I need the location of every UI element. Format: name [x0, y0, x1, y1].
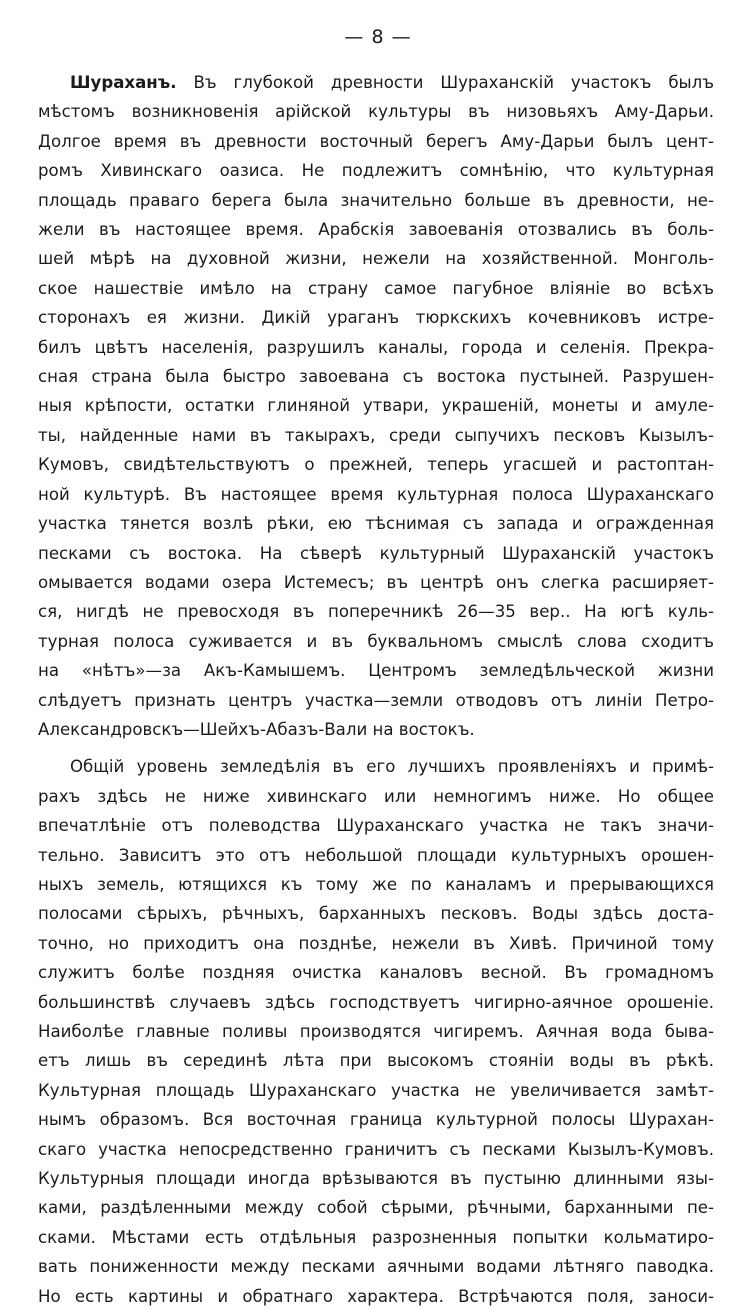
text-line: тельно. Зависитъ это отъ небольшой площади культурныхъ орошен- — [38, 845, 714, 865]
text-line: участка тянется возлѣ рѣки, ею тѣснимая съ запада и огражденная — [38, 514, 714, 534]
text-line: Общій уровень земледѣлія въ его лучшихъ проявленіяхъ и примѣ- — [70, 757, 714, 777]
section-heading: Шураханъ. — [70, 73, 177, 92]
text-line: Долгое время въ древности восточный берегъ Аму-Дарьи былъ цент- — [38, 131, 714, 151]
text-line: сная страна была быстро завоевана съ востока пустыней. Разрушен- — [38, 367, 714, 387]
text-line: сторонахъ ея жизни. Дикій ураганъ тюркскихъ кочевниковъ истре- — [38, 308, 714, 328]
text-line: Культурныя площади иногда врѣзываются въ пустыню длинными язы- — [38, 1169, 714, 1189]
text-line: Культурная площадь Шураханскаго участка не увеличивается замѣт- — [38, 1080, 714, 1100]
text-line: ское нашествіе имѣло на страну самое пагубное вліяніе во всѣхъ — [38, 278, 714, 298]
text-line: сками. Мѣстами есть отдѣльныя разрозненныя попытки кольматиро- — [38, 1227, 714, 1247]
text-line: мѣстомъ возникновенія арійской культуры въ низовьяхъ Аму-Дарьи. — [38, 102, 714, 122]
text-line: точно, но приходитъ она позднѣе, нежели въ Хивѣ. Причиной тому — [38, 933, 714, 953]
text-line: ками, раздѣленными между собой сѣрыми, рѣчными, барханными пе- — [38, 1198, 714, 1218]
text-line: ромъ Хивинскаго оазиса. Не подлежитъ сомнѣнію, что культурная — [38, 161, 714, 181]
text-line: Александровскъ—Шейхъ-Абазъ-Вали на востокъ. — [38, 719, 475, 739]
text-line: омывается водами озера Истемесъ; въ центрѣ онъ слегка расширяет- — [38, 572, 714, 592]
text-line: Шураханъ. Въ глубокой древности Шураханскій участокъ былъ — [70, 73, 714, 92]
text-line: служитъ болѣе поздняя очистка каналовъ весной. Въ громадномъ — [38, 963, 714, 983]
text-line: ся, нигдѣ не превосходя въ поперечникѣ 26—35 вер.. На югѣ куль- — [38, 602, 714, 622]
body-text — [38, 68, 714, 1311]
text-line: ныхъ земель, ютящихся къ тому же по каналамъ и прерывающихся — [38, 874, 714, 894]
text-line: полосами сѣрыхъ, рѣчныхъ, барханныхъ песковъ. Воды здѣсь доста- — [38, 904, 714, 924]
text-line: жели въ настоящее время. Арабскія завоеванія отозвались въ боль- — [38, 220, 714, 240]
text-line: скаго участка непосредственно граничитъ съ песками Кызылъ-Кумовъ. — [38, 1139, 714, 1159]
text-line: ныя крѣпости, остатки глиняной утвари, украшеній, монеты и амуле- — [38, 396, 714, 416]
text-line: турная полоса суживается и въ буквальномъ смыслѣ слова сходитъ — [38, 631, 714, 651]
text-line: слѣдуетъ признать центръ участка—земли отводовъ отъ линіи Петро- — [38, 690, 714, 710]
text-line: билъ цвѣтъ населенія, разрушилъ каналы, города и селенія. Прекра- — [38, 337, 714, 357]
text-line: етъ лишь въ серединѣ лѣта при высокомъ стояніи воды въ рѣкѣ. — [38, 1051, 714, 1071]
text-line: шей мѣрѣ на духовной жизни, нежели на хозяйственной. Монголь- — [38, 249, 714, 269]
paragraph-agriculture — [38, 752, 714, 1311]
text-line: нымъ образомъ. Вся восточная граница культурной полосы Шурахан- — [38, 1110, 714, 1130]
text-line: песками съ востока. На сѣверѣ культурный Шураханскій участокъ — [38, 543, 714, 563]
text-line: на «нѣтъ»—за Акъ-Камышемъ. Центромъ земледѣльческой жизни — [38, 661, 714, 681]
text-line: площадь праваго берега была значительно больше въ древности, не- — [38, 190, 714, 210]
paragraph-shurakhan — [38, 68, 714, 744]
text-line: впечатлѣніе отъ полеводства Шураханскаго участка не такъ значи- — [38, 816, 714, 836]
text-line: Кумовъ, свидѣтельствуютъ о прежней, теперь угасшей и растоптан- — [38, 455, 714, 475]
page-number: — 8 — — [344, 26, 412, 48]
text-line: вать пониженности между песками аячными водами лѣтняго паводка. — [38, 1257, 714, 1277]
text-line: Наиболѣе главные поливы производятся чигиремъ. Аячная вода быва- — [38, 1022, 714, 1041]
text-line: большинствѣ случаевъ здѣсь господствуетъ чигирно-аячное орошеніе. — [38, 992, 714, 1012]
text-line: Но есть картины и обратнаго характера. Встрѣчаются поля, заноси- — [38, 1286, 714, 1306]
text-line: ты, найденные нами въ такырахъ, среди сыпучихъ песковъ Кызылъ- — [38, 425, 714, 445]
text-line: рахъ здѣсь не ниже хивинскаго или немногимъ ниже. Но общее — [38, 786, 714, 806]
text-line: ной культурѣ. Въ настоящее время культурная полоса Шураханскаго — [38, 484, 714, 504]
